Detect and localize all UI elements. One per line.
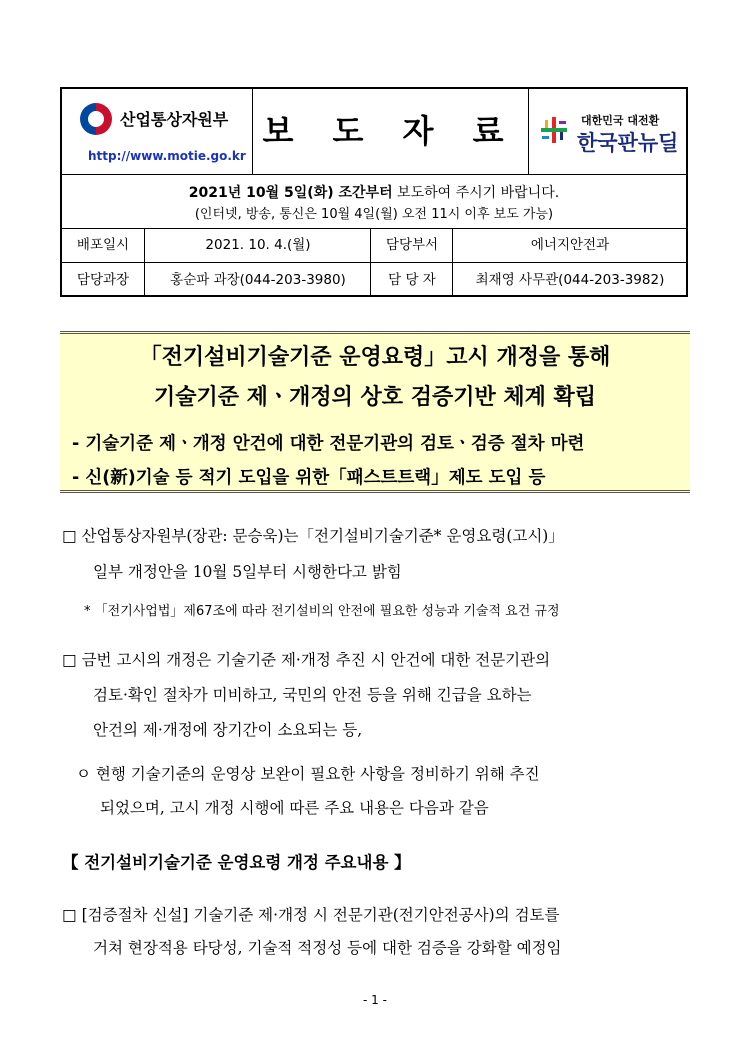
- headline-box: [60, 331, 690, 493]
- embargo-rest: 보도하여 주시기 바랍니다.: [392, 185, 560, 201]
- manager: 홍순파 과장(044-203-3980): [144, 263, 371, 297]
- dept-label: 담당부서: [370, 228, 453, 262]
- release-row: [62, 228, 686, 263]
- ministry-name: 산업통상자원부: [120, 110, 229, 129]
- ministry-cell: [62, 89, 253, 174]
- release-date-label: 배포일시: [76, 237, 130, 253]
- newdeal-slogan: 대한민국 대전환: [581, 114, 660, 127]
- dept: 에너지안전과: [452, 228, 687, 262]
- section-title: 【 전기설비기술기준 운영요령 개정 주요내용 】: [62, 853, 411, 872]
- paragraph-2-line-3: 안건의 제·개정에 장기간이 소요되는 등,: [93, 721, 363, 739]
- manager-label: 담당과장: [76, 272, 130, 288]
- newdeal-title: 한국판뉴딜: [577, 131, 679, 155]
- paragraph-1-line-2: 일부 개정안을 10월 5일부터 시행한다고 밝힘: [93, 563, 402, 581]
- paragraph-2-line-2: 검토·확인 절차가 미비하고, 국민의 안전 등을 위해 긴급을 요하는: [93, 686, 532, 704]
- newdeal-logo-icon: [539, 115, 569, 145]
- subheadline-1: - 기술기준 제ㆍ개정 안건에 대한 전문기관의 검토ㆍ검증 절차 마련: [72, 434, 585, 454]
- ministry-url[interactable]: http://www.motie.go.kr: [88, 149, 246, 163]
- subheadline-2: - 신(新)기술 등 적기 도입을 위한「패스트트랙」제도 도입 등: [72, 468, 546, 488]
- paragraph-3-line-1: ㅇ 현행 기술기준의 운영상 보완이 필요한 사항을 정비하기 위해 추진: [76, 765, 540, 783]
- contact-label: 담 당 자: [370, 263, 453, 297]
- press-header-table: [60, 87, 688, 297]
- page-number: - 1 -: [363, 993, 387, 1007]
- paragraph-4-line-1: □ [검증절차 신설] 기술기준 제·개정 시 전문기관(전기안전공사)의 검토를: [62, 906, 560, 924]
- document-title: 보 도 자 료: [262, 112, 518, 150]
- embargo-line: [62, 182, 686, 202]
- headline-line-2: 기술기준 제ㆍ개정의 상호 검증기반 체계 확립: [153, 385, 597, 410]
- contact-row: [62, 263, 686, 297]
- header-top-row: [62, 89, 686, 175]
- embargo-row: [62, 174, 686, 229]
- footnote: * 「전기사업법」제67조에 따라 전기설비의 안전에 필요한 성능과 기술적 요건 규정: [84, 604, 560, 619]
- paragraph-1-line-1: □ 산업통상자원부(장관: 문승욱)는「전기설비기술기준* 운영요령(고시)」: [62, 527, 564, 545]
- paragraph-4-line-2: 거쳐 현장적용 타당성, 기술적 적정성 등에 대한 검증을 강화할 예정임: [93, 939, 562, 957]
- contact: 최재영 사무관(044-203-3982): [452, 263, 687, 297]
- paragraph-3-line-2: 되었으며, 고시 개정 시행에 따른 주요 내용은 다음과 같음: [100, 799, 489, 817]
- ministry-logo-icon: [80, 103, 112, 135]
- headline-line-1: 「전기설비기술기준 운영요령」고시 개정을 통해: [139, 345, 611, 370]
- embargo-bold: 2021년 10월 5일(화) 조간부터: [188, 185, 393, 201]
- newdeal-cell: [528, 89, 687, 174]
- paragraph-2-line-1: □ 금번 고시의 개정은 기술기준 제·개정 추진 시 안건에 대한 전문기관의: [62, 651, 551, 669]
- embargo-note: (인터넷, 방송, 통신은 10월 4일(월) 오전 11시 이후 보도 가능): [194, 207, 554, 222]
- release-date: 2021. 10. 4.(월): [144, 228, 371, 262]
